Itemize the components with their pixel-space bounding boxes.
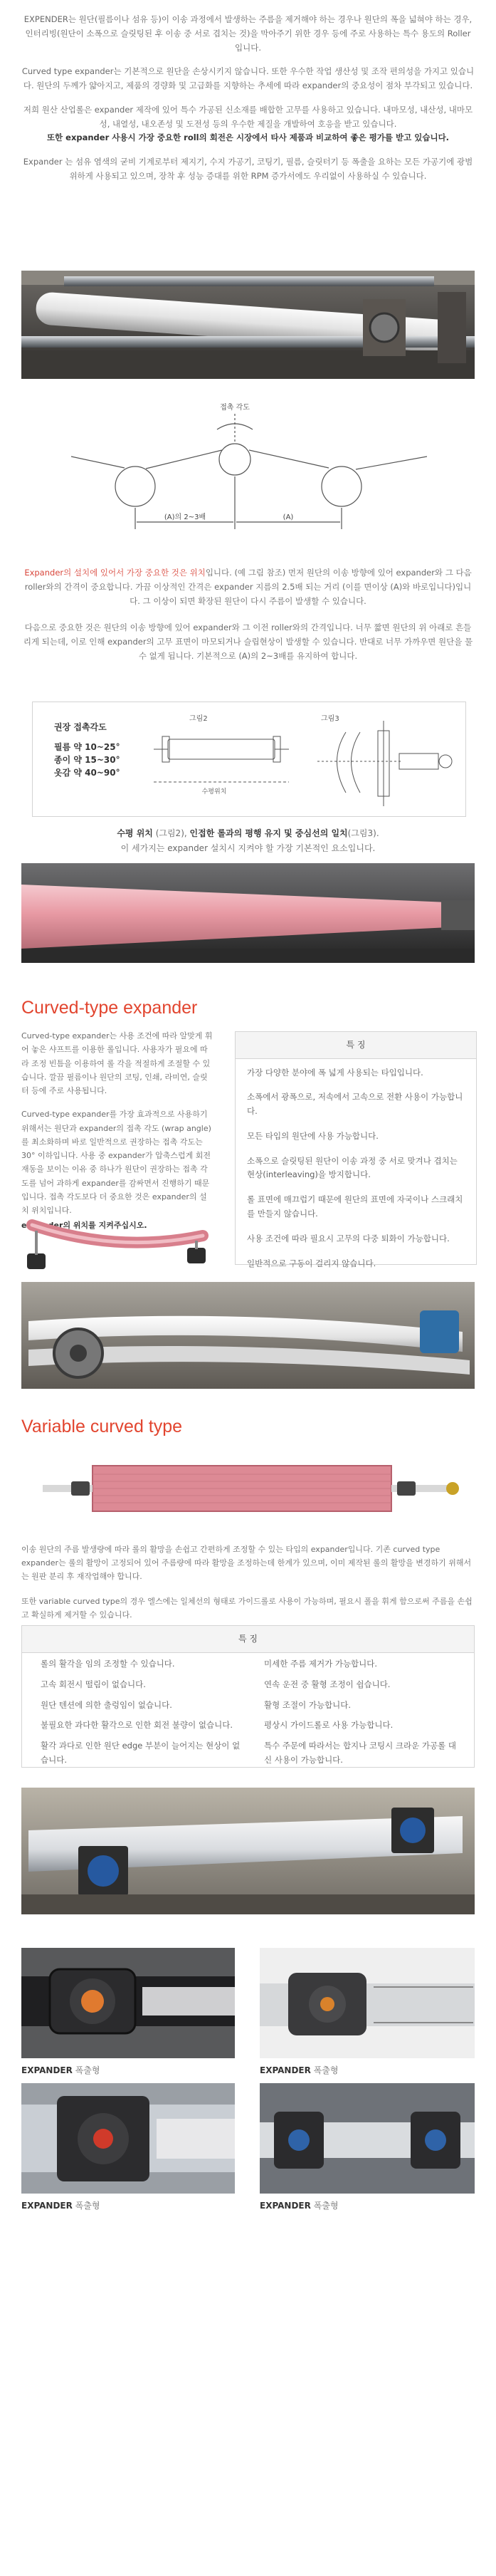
variable-type-title: Variable curved type bbox=[21, 1417, 183, 1436]
variable-features-heading: 특 징 bbox=[22, 1626, 474, 1653]
feature-item: 사용 조건에 따라 필요시 고무의 다중 퇴화이 가능합니다. bbox=[247, 1233, 450, 1243]
feature-item: 고속 회전시 떨림이 없습니다. bbox=[41, 1679, 146, 1689]
figure-2-axis-label: 수평위치 bbox=[201, 788, 227, 796]
install-section bbox=[0, 566, 496, 664]
feature-item: 평상시 가이드롤로 사용 가능합니다. bbox=[264, 1720, 394, 1731]
feature-item: 미세한 주름 제거가 가능합니다. bbox=[264, 1659, 378, 1669]
feature-item: 가장 다양한 분야에 폭 넓게 사용되는 타입입니다. bbox=[247, 1067, 423, 1078]
feature-item: 연속 운전 중 활형 조정이 쉽습니다. bbox=[264, 1679, 391, 1689]
contact-angle-row-value: 약 40~90° bbox=[73, 768, 120, 778]
intro-section bbox=[0, 13, 496, 194]
feature-item: 롤 표면에 매끄럽기 때문에 원단의 표면에 자국이나 스크래치를 만들지 않습니다. bbox=[247, 1194, 463, 1219]
gallery-caption-2: EXPANDER 폭출형 bbox=[260, 2065, 339, 2075]
photo-gallery-1 bbox=[21, 1948, 235, 2058]
intro-paragraph-2: Curved type expander는 기본적으로 원단을 손상시키지 않습니다. 또한 우수한 작업 생산성 및 조작 편의성을 가지고 있습니다. 원단의 두께가 얇아지고, 제품의 경량화 및 고급화를 지향하는 추세에 따라 expander의 중요성이 점차 부각되고 있습니다. bbox=[21, 66, 475, 91]
feature-item: 소폭에서 광폭으로, 저속에서 고속으로 전환 사용이 가능합니다. bbox=[247, 1092, 463, 1117]
variable-paragraph-1: 이송 원단의 주름 발생량에 따라 롤의 활망을 손쉽고 간편하게 조정할 수 있는 타입의 expander입니다. 기존 curved type expander는 롤의 활망이 고정되어 있어 주름량에 따라 활망을 조정하는데 한계가 있으며, 이미 제작된 롤의 활망을 변경하기 위해서는 원판 분리 후 재작업해야 합니다. bbox=[21, 1545, 472, 1581]
feature-item: 특수 주문에 따라서는 합지나 코팅시 크라운 가공롤 대신 사용이 가능합니다. bbox=[264, 1741, 456, 1765]
contact-angle-row-value: 약 10~25° bbox=[73, 742, 120, 752]
contact-angle-title: 권장 접촉각도 bbox=[54, 722, 107, 732]
variable-description bbox=[0, 1543, 496, 1622]
install-paragraph-1: Expander의 설치에 있어서 가장 중요한 것은 위치입니다. (예 그림 참조) 먼저 원단의 이송 방향에 있어 expander와 그 다음 roller와의 간격이 중요합니다. 가끔 이상적인 간격은 expander 지름의 2.5배 되는 거리 (이를 면이상 (A)와 바로입니다)입니다. 그 이상이 되면 확장된 원단이 다시 주름이 발생할 수 있습니다. bbox=[24, 568, 472, 606]
variable-features-left bbox=[41, 1657, 247, 1774]
gallery-caption-4: EXPANDER 폭출형 bbox=[260, 2201, 339, 2211]
feature-item: 일반적으로 구동이 걸리지 않습니다. bbox=[247, 1258, 376, 1268]
photo-pink-roll bbox=[21, 863, 475, 963]
curved-features-list bbox=[236, 1059, 476, 1289]
install-paragraph-2: 다음으로 중요한 것은 원단의 이송 방향에 있어 expander와 그 이전 roller와의 간격입니다. 너무 짧면 원단의 위 아래로 흔들리게 되는데, 이로 인해 expander의 고무 표면이 마모되거나 슬립현상이 발생할 수 있습니다. 반대로 너무 가까우면 원단을 물 수 없게 됩니다. 기본적으로 (A)의 2~3배를 유지하여 합니다. bbox=[23, 622, 473, 661]
contact-angle-row-label: 종이 bbox=[54, 755, 74, 765]
diagram-wrap-geometry bbox=[71, 387, 427, 558]
feature-item: 불필요한 과다한 활각으로 인한 회전 불량이 없습니다. bbox=[41, 1720, 233, 1731]
feature-item: 롤의 활각을 임의 조정할 수 있습니다. bbox=[41, 1659, 175, 1669]
contact-angle-row-label: 필름 bbox=[54, 742, 74, 752]
contact-angle-row-label: 옷감 bbox=[54, 768, 74, 778]
diagram-wrap-angle-label: 접촉 각도 bbox=[220, 404, 250, 412]
intro-highlight: 또한 expander 사용시 가장 중요한 roll의 회전은 시장에서 타사 제품과 비교하여 좋은 평가를 받고 있습니다. bbox=[46, 132, 450, 143]
feature-item: 원단 텐션에 의한 출렁임이 없습니다. bbox=[41, 1699, 172, 1710]
photo-gallery-4 bbox=[260, 2083, 475, 2194]
curved-features-box bbox=[235, 1031, 477, 1268]
feature-item: 모든 타입의 원단에 사용 가능합니다. bbox=[247, 1130, 379, 1141]
contact-angle-row bbox=[54, 766, 120, 779]
diagram-distance-label-a2x: (A)의 2~3배 bbox=[164, 513, 206, 521]
photo-expander-machine bbox=[21, 271, 475, 379]
photo-gallery-3 bbox=[21, 2083, 235, 2194]
contact-angle-row bbox=[54, 753, 120, 766]
photo-variable-assembly bbox=[21, 1788, 475, 1914]
gallery-caption-3: EXPANDER 폭출형 bbox=[21, 2201, 100, 2211]
curved-type-description bbox=[21, 1029, 213, 1233]
position-note-line-2: 이 세가지는 expander 설치시 지켜야 할 가장 기본적인 요소입니다. bbox=[120, 843, 376, 853]
intro-paragraph-1: EXPENDER는 원단(필름이나 섬유 등)이 이송 과정에서 발생하는 주름을 제거해야 하는 경우나 원단의 폭을 넓혀야 하는 경우, 인터리빙(원단이 소폭으로 슬릿팅된 후 이송 중 서로 겹치는 것)을 막아주기 위한 경우 등에 주로 사용하는 특수 용도의 Roller입니다. bbox=[23, 14, 473, 53]
contact-angle-row bbox=[54, 741, 120, 753]
curved-paragraph-2: Curved-type expander를 가장 효과적으로 사용하기 위해서는 원단과 expander의 접촉 각도 (wrap angle)를 최소화하며 바로 일반적으로 권장하는 접촉 각도는 30° 이하입니다. 사용 중 expander가 압축스럽게 회전 재동을 보이는 이유 중 하나가 원단이 권장하는 접촉 각도를 넘어 과하게 expander를 감싸면서 진행하기 때문입니다. 접촉 각도보다 더 중요한 것은 expander의 설치 위치입니다. bbox=[21, 1110, 211, 1215]
intro-paragraph-4: Expander 는 섬유 염색의 굳비 기계로부터 제지기, 수지 가공기, 코팅기, 필름, 슬릿터기 등 폭출을 요하는 모든 가공기에 광범위하게 사용되고 있으며, 장착 후 성능 증대를 위한 RPM 증가서에도 우리없이 사용하실 수 있습니다. bbox=[23, 157, 473, 181]
gallery-caption-1: EXPANDER 폭출형 bbox=[21, 2065, 100, 2075]
photo-variable-expander bbox=[21, 1446, 475, 1531]
feature-item: 소폭으로 슬릿팅된 원단이 이송 과정 중 서로 맞겨나 겹치는 현상(interleaving)을 방지합니다. bbox=[247, 1155, 458, 1180]
photo-curved-expander bbox=[21, 1204, 213, 1275]
feature-item: 활각 과다로 인한 원단 edge 부분이 늘어지는 현상이 없습니다. bbox=[41, 1741, 241, 1765]
feature-item: 활형 조절이 가능합니다. bbox=[264, 1699, 352, 1710]
intro-paragraph-3: 저희 원산 산업롤은 expander 제작에 있어 특수 가공된 신소재를 배합한 고무를 사용하고 있습니다. 내마모성, 내산성, 내마모성, 내열성, 내오존성 및 도전성 등의 우수한 제질을 개발하여 호응을 받고 있습니다. 또한 expander 사용시 가장 중요한 roll의 회전은 시장에서 타사 제품과 비교하여 좋은 평가를 받고 있습니다. bbox=[23, 104, 473, 143]
figure-2-label: 그림2 bbox=[189, 715, 208, 723]
contact-angle-row-value: 약 15~30° bbox=[73, 755, 120, 765]
variable-features-box bbox=[21, 1625, 475, 1768]
variable-features-right bbox=[264, 1657, 463, 1774]
curved-features-heading: 특 징 bbox=[236, 1032, 476, 1059]
install-emphasis: Expander의 설치에 있어서 가장 중요한 것은 위치 bbox=[24, 568, 206, 578]
position-note: 수평 위치 (그림2), 인접한 롤과의 평행 유지 및 중심선의 일치(그림3). 이 세가지는 expander 설치시 지켜야 할 가장 기본적인 요소입니다. bbox=[0, 826, 496, 855]
photo-bowed-rolls bbox=[21, 1282, 475, 1389]
curved-type-title: Curved-type expander bbox=[21, 998, 198, 1018]
diagram-distance-label-a: (A) bbox=[283, 513, 294, 521]
curved-paragraph-3: expander의 위치를 지켜주십시오. bbox=[21, 1221, 147, 1231]
curved-paragraph-1: Curved-type expander는 사용 조건에 따라 알맞게 휘어 놓은 샤프트를 이용한 롤입니다. 사용자가 필요에 따라 조정 빈틈을 이용하여 롤 각을 적절하게 조절할 수 있습니다. 깔끔 필름이나 원단의 코팅, 인쇄, 라미연, 슬릿터 등에 주로 사용됩니다. bbox=[21, 1031, 213, 1095]
variable-paragraph-2: 또한 variable curved type의 경우 엘스에는 일체선의 형태로 가이드롤로 사용이 가능하며, 필요시 폴을 휘게 함으로써 주름을 손쉽고 확실하게 제거할 수 있습니다. bbox=[21, 1596, 473, 1620]
diagram-contact-angle-box bbox=[32, 702, 466, 817]
photo-gallery-2 bbox=[260, 1948, 475, 2058]
figure-3-label: 그림3 bbox=[321, 715, 339, 723]
